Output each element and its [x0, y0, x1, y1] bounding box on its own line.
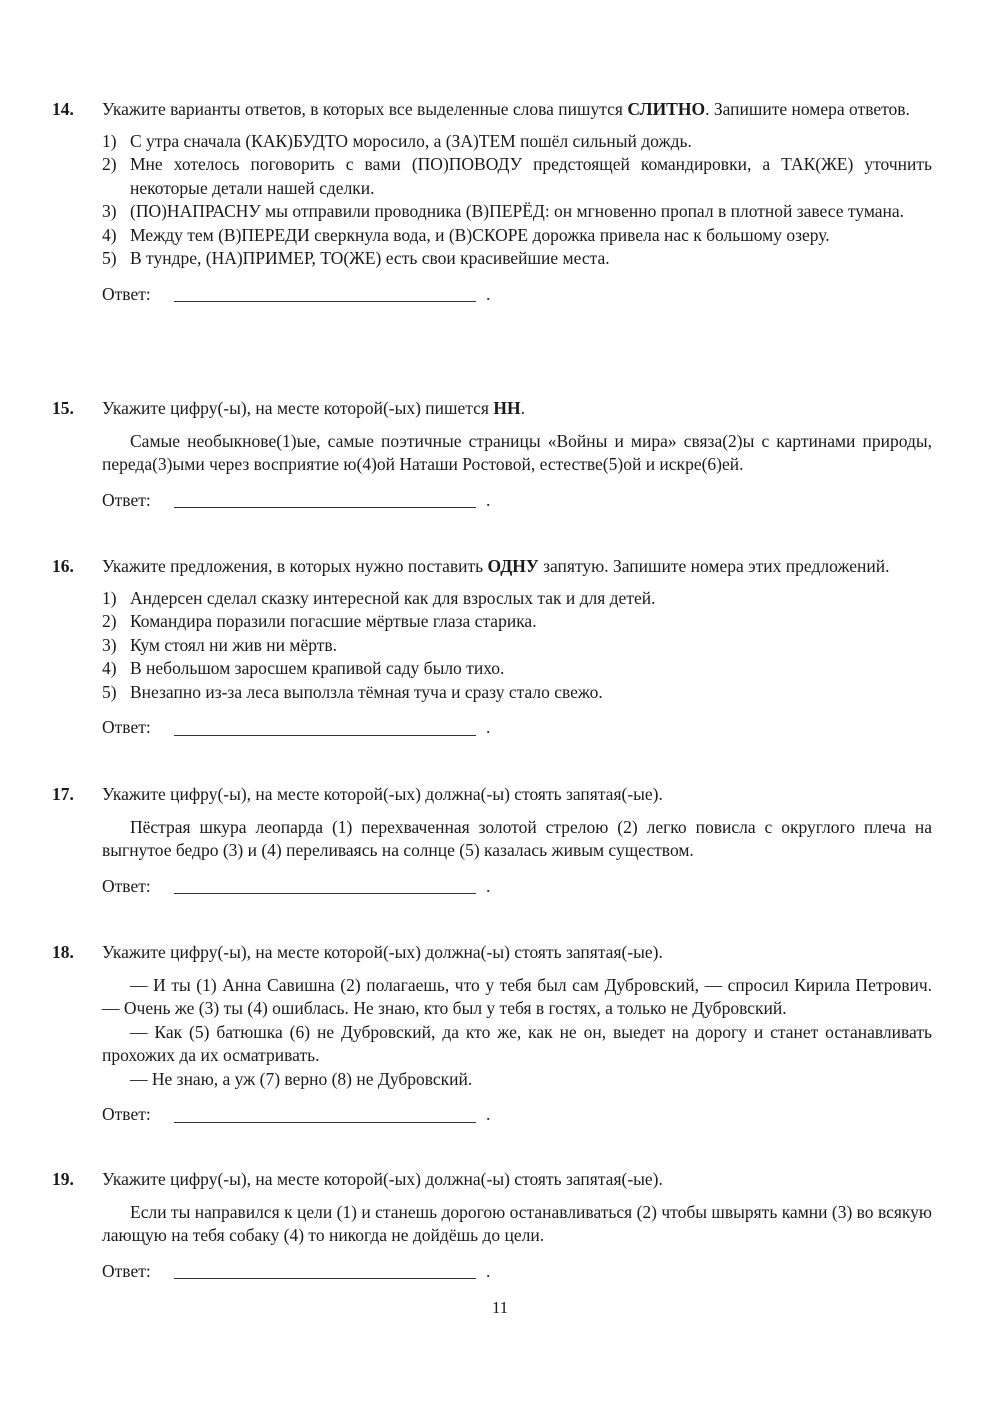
option-item: 4) В небольшом заросшем крапивой саду было тихо.	[102, 658, 505, 678]
task-passage: — И ты (1) Анна Савишна (2) полагаешь, что у тебя был сам Дубровский, — спросил Кирила Петрович. — Очень же (3) ты (4) ошиблась. Не знаю, кто был у тебя в гостях, а только не Дубровский. — Как (5) батюшка (6) не Дубровский, да кто же, как не он, выедет на дорогу и станет останавливать прохожих да их осматривать. — Не знаю, а уж (7) верно (8) не Дубровский.	[102, 974, 932, 1089]
task-question: Укажите предложения, в которых нужно поставить ОДНУ запятую. Запишите номера этих предложений.	[102, 556, 890, 576]
task-number: 16.	[52, 556, 74, 576]
task-15	[52, 397, 932, 512]
task-17	[52, 783, 932, 898]
answer-label: Ответ:	[102, 283, 151, 304]
answer-row: Ответ: .	[102, 716, 932, 740]
task-number: 17.	[52, 784, 74, 804]
answer-row: Ответ: .	[102, 1103, 932, 1127]
answer-line[interactable]	[174, 492, 476, 508]
answer-row: Ответ: .	[102, 1260, 932, 1284]
answer-row: Ответ: .	[102, 283, 932, 307]
answer-label: Ответ:	[102, 489, 151, 510]
task-question: Укажите цифру(-ы), на месте которой(-ых) пишется НН.	[102, 398, 525, 418]
option-item: 4) Между тем (В)ПЕРЕДИ сверкнула вода, и (В)СКОРЕ дорожка привела нас к большому озеру.	[102, 224, 830, 245]
option-item: 2) Командира поразили погасшие мёртвые глаза старика.	[102, 611, 537, 631]
page-number: 11	[491, 1298, 509, 1317]
task-18	[52, 941, 932, 1127]
answer-label: Ответ:	[102, 1104, 151, 1124]
task-question: Укажите цифру(-ы), на месте которой(-ых) должна(-ы) стоять запятая(-ые).	[102, 942, 663, 962]
task-number: 18.	[52, 942, 74, 962]
answer-label: Ответ:	[102, 1260, 151, 1281]
task-question: Укажите варианты ответов, в которых все выделенные слова пишутся СЛИТНО. Запишите номера ответов.	[102, 99, 910, 119]
task-question: Укажите цифру(-ы), на месте которой(-ых) должна(-ы) стоять запятая(-ые).	[102, 1169, 663, 1189]
task-16	[52, 555, 932, 740]
answer-row: Ответ: .	[102, 875, 932, 899]
option-item: 1) С утра сначала (КАК)БУДТО моросило, а (ЗА)ТЕМ пошёл сильный дождь.	[102, 130, 692, 151]
task-number: 14.	[52, 99, 74, 119]
options-list	[102, 130, 932, 271]
option-item: 5) В тундре, (НА)ПРИМЕР, ТО(ЖЕ) есть свои красивейшие места.	[102, 248, 610, 268]
answer-line[interactable]	[174, 1263, 476, 1279]
task-passage: Если ты направился к цели (1) и станешь дорогою останавливаться (2) чтобы швырять камни (3) во всякую лающую на тебя собаку (4) то никогда не дойдёшь до цели.	[102, 1201, 932, 1245]
answer-label: Ответ:	[102, 875, 151, 896]
task-number: 15.	[52, 398, 74, 418]
option-item: 3) (ПО)НАПРАСНУ мы отправили проводника (В)ПЕРЁД: он мгновенно пропал в плотной завесе тумана.	[102, 201, 905, 221]
answer-line[interactable]	[174, 286, 476, 302]
option-item: 1) Андерсен сделал сказку интересной как для взрослых так и для детей.	[102, 587, 656, 608]
option-item: 2) Мне хотелось поговорить с вами (ПО)ПОВОДУ предстоящей командировки, а ТАК(ЖЕ) уточнить некоторые детали нашей сделки.	[102, 154, 932, 198]
option-item: 3) Кум стоял ни жив ни мёртв.	[102, 634, 338, 655]
task-number: 19.	[52, 1169, 74, 1189]
answer-label: Ответ:	[102, 717, 151, 737]
answer-line[interactable]	[174, 1107, 476, 1123]
task-passage: Пёстрая шкура леопарда (1) перехваченная золотой стрелою (2) легко повисла с округлого плеча на выгнутое бедро (3) и (4) переливаясь на солнце (5) казалась живым существом.	[102, 816, 932, 860]
answer-line[interactable]	[174, 878, 476, 894]
task-19	[52, 1168, 932, 1283]
answer-row: Ответ: .	[102, 489, 932, 513]
task-passage: Самые необыкнове(1)ые, самые поэтичные страницы «Войны и мира» связа(2)ы с картинами природы, переда(3)ыми через восприятие ю(4)ой Наташи Ростовой, естестве(5)ой и искре(6)ей.	[102, 430, 932, 474]
options-list	[102, 587, 932, 705]
task-question: Укажите цифру(-ы), на месте которой(-ых) должна(-ы) стоять запятая(-ые).	[102, 784, 663, 804]
option-item: 5) Внезапно из-за леса выползла тёмная туча и сразу стало свежо.	[102, 681, 603, 702]
answer-line[interactable]	[174, 720, 476, 736]
task-14	[52, 98, 932, 306]
